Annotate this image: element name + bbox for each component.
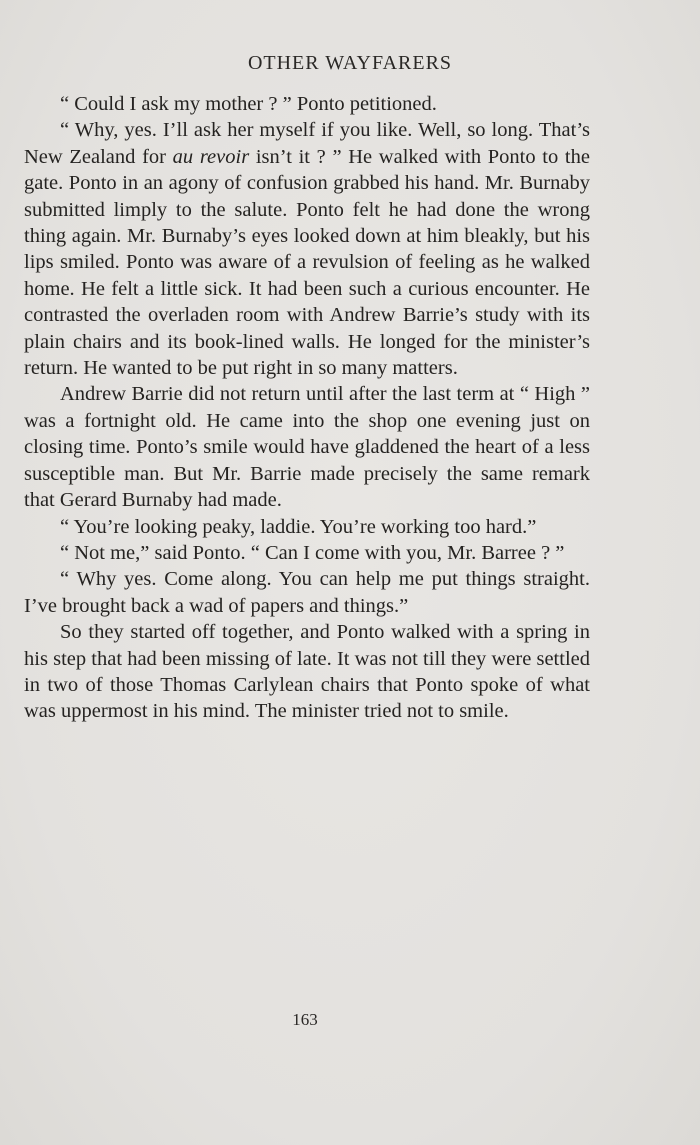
paragraph-7: So they started off together, and Ponto walked with a spring in his step that had been missing of late. It was not till they were settled in two of those Thomas Carlylean chairs that Ponto spoke of what was uppermost in his mind. The minister tried not to smile. (24, 621, 590, 723)
running-head: OTHER WAYFARERS (247, 52, 453, 74)
paragraph-6: “ Why yes. Come along. You can help me put things straight. I’ve brought back a wad of papers and things.” (24, 568, 590, 617)
paragraph-2-text-before: “ Why, yes. I’ll ask her myself if you like. Well, so long. That’s New Zealand for (24, 119, 590, 168)
paragraph-2-text-after: isn’t it ? ” He walked with Ponto to the gate. Ponto in an agony of confusion grabbed his hand. Mr. Burnaby submitted limply to the salute. Ponto felt he had done the wrong thing again. Mr. Burnaby’s eyes looked down at him bleakly, but his lips smiled. Ponto was aware of a revulsion of feeling as he walked home. He felt a little sick. It had been such a curious encounter. He contrasted the overladen room with Andrew Barrie’s study with its plain chairs and its book-lined walls. He longed for the minister’s return. He wanted to be put right in so many matters. (24, 145, 590, 380)
body-text (24, 91, 590, 725)
page-number: 163 (292, 1010, 318, 1029)
paragraph-1: “ Could I ask my mother ? ” Ponto petitioned. (60, 93, 437, 115)
paragraph-3: Andrew Barrie did not return until after the last term at “ High ” was a fortnight old. He came into the shop one evening just on closing time. Ponto’s smile would have gladdened the heart of a less susceptible man. But Mr. Barrie made precisely the same remark that Gerard Burnaby had made. (24, 383, 590, 512)
paragraph-4: “ You’re looking peaky, laddie. You’re working too hard.” (60, 515, 537, 538)
paragraph-2-italic-phrase: au revoir (172, 145, 250, 168)
paragraph-5: “ Not me,” said Ponto. “ Can I come with you, Mr. Barree ? ” (60, 541, 565, 564)
paragraph-2 (24, 117, 590, 381)
